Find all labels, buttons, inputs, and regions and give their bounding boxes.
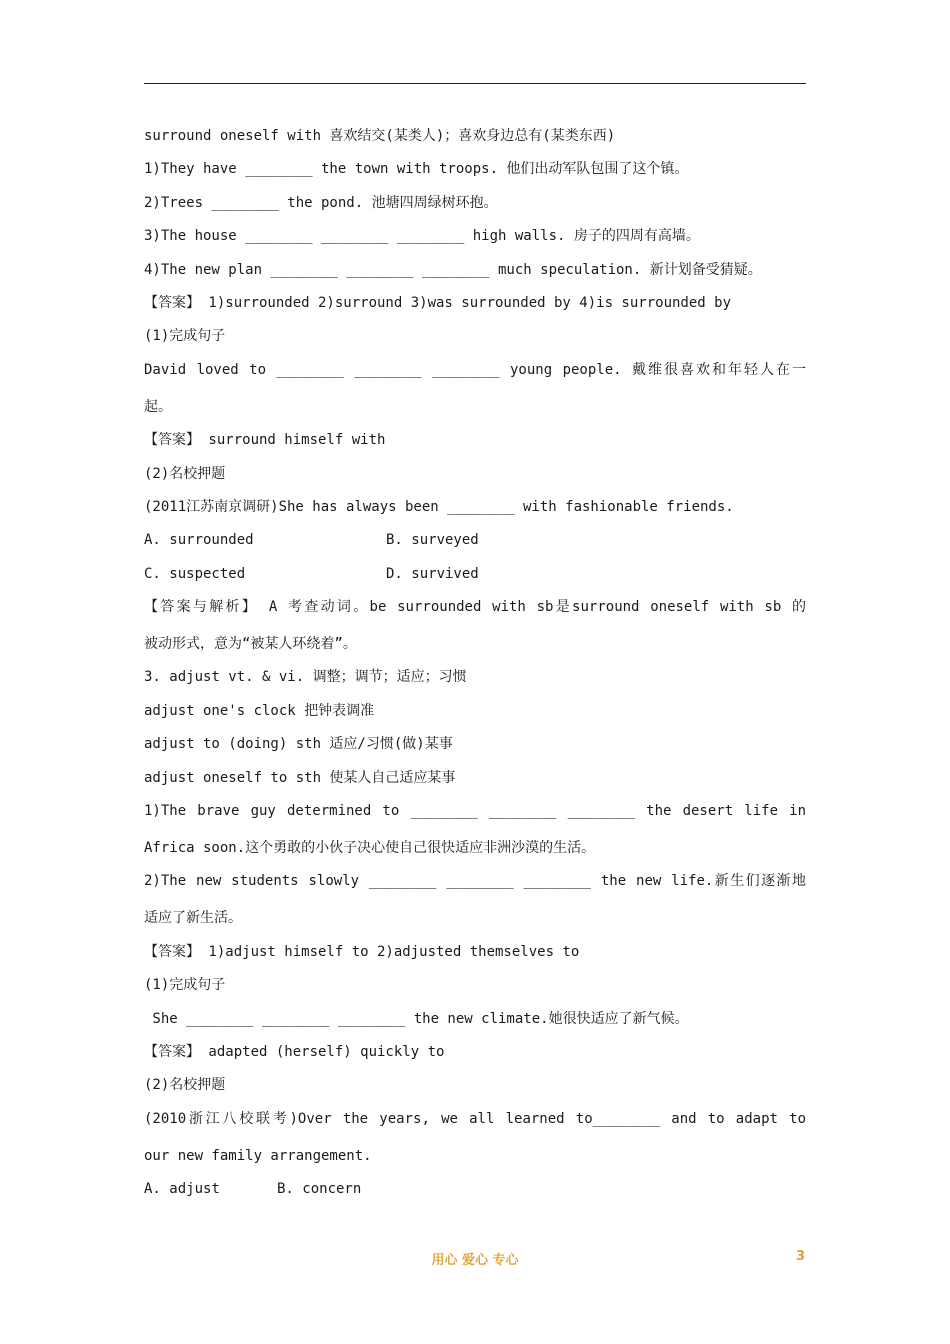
option-a: A. adjust xyxy=(144,1181,220,1198)
option-c: C. suspected xyxy=(144,565,246,582)
text-line: 起。 xyxy=(144,398,172,415)
option-d: D. survived xyxy=(386,565,479,582)
document-body xyxy=(144,124,806,1201)
text-line: She ________ ________ ________ the new climate.她很快适应了新气候。 xyxy=(144,1010,689,1027)
text-line: 被动形式，意为“被某人环绕着”。 xyxy=(144,636,357,653)
text-line: 适应了新生活。 xyxy=(144,910,242,927)
options-row xyxy=(144,562,806,586)
section-heading: (1)完成句子 xyxy=(144,328,226,345)
question-line: (2010浙江八校联考)Over the years, we all learned to________ and to adapt to xyxy=(144,1110,806,1127)
section-heading: 3. adjust vt. & vi. 调整；调节；适应；习惯 xyxy=(144,669,467,686)
text-line: David loved to ________ ________ ________ young people. 戴维很喜欢和年轻人在一 xyxy=(144,361,806,378)
option-b: B. concern xyxy=(277,1181,362,1198)
text-line: 1)The brave guy determined to ________ ________ ________ the desert life in xyxy=(144,803,806,820)
section-heading: (1)完成句子 xyxy=(144,977,226,994)
option-b: B. surveyed xyxy=(386,532,479,549)
page-number: 3 xyxy=(796,1249,806,1264)
answer-line: 【答案与解析】 A 考查动词。be surrounded with sb是surround oneself with sb 的 xyxy=(144,599,806,616)
options-row xyxy=(144,528,806,552)
text-line: 2)Trees ________ the pond. 池塘四周绿树环抱。 xyxy=(144,194,498,211)
section-heading: (2)名校押题 xyxy=(144,1077,226,1094)
text-line: Africa soon.这个勇敢的小伙子决心使自己很快适应非洲沙漠的生活。 xyxy=(144,840,596,857)
answer-line: 【答案】 1)adjust himself to 2)adjusted themselves to xyxy=(144,943,580,960)
question-line: (2011江苏南京调研)She has always been ________ with fashionable friends. xyxy=(144,498,734,515)
text-line: adjust to (doing) sth 适应/习惯(做)某事 xyxy=(144,736,453,753)
text-line: adjust one's clock 把钟表调准 xyxy=(144,702,375,719)
text-line: 1)They have ________ the town with troops. 他们出动军队包围了这个镇。 xyxy=(144,161,689,178)
option-a: A. surrounded xyxy=(144,532,254,549)
text-line: surround oneself with 喜欢结交(某类人)；喜欢身边总有(某类东西) xyxy=(144,128,616,144)
header-rule xyxy=(144,83,806,84)
text-line: 3)The house ________ ________ ________ high walls. 房子的四周有高墙。 xyxy=(144,228,700,245)
answer-line: 【答案】 surround himself with xyxy=(144,432,386,449)
footer-slogan: 用心 爱心 专心 xyxy=(431,1253,519,1268)
answer-line: 【答案】 1)surrounded 2)surround 3)was surrounded by 4)is surrounded by xyxy=(144,294,732,311)
options-row xyxy=(144,1177,806,1201)
text-line: 4)The new plan ________ ________ ________ much speculation. 新计划备受猜疑。 xyxy=(144,261,762,278)
text-line: 2)The new students slowly ________ ________ ________ the new life.新生们逐渐地 xyxy=(144,873,806,890)
text-line: our new family arrangement. xyxy=(144,1147,372,1164)
text-line: adjust oneself to sth 使某人自己适应某事 xyxy=(144,769,456,786)
answer-line: 【答案】 adapted (herself) quickly to xyxy=(144,1043,445,1060)
section-heading: (2)名校押题 xyxy=(144,465,226,482)
